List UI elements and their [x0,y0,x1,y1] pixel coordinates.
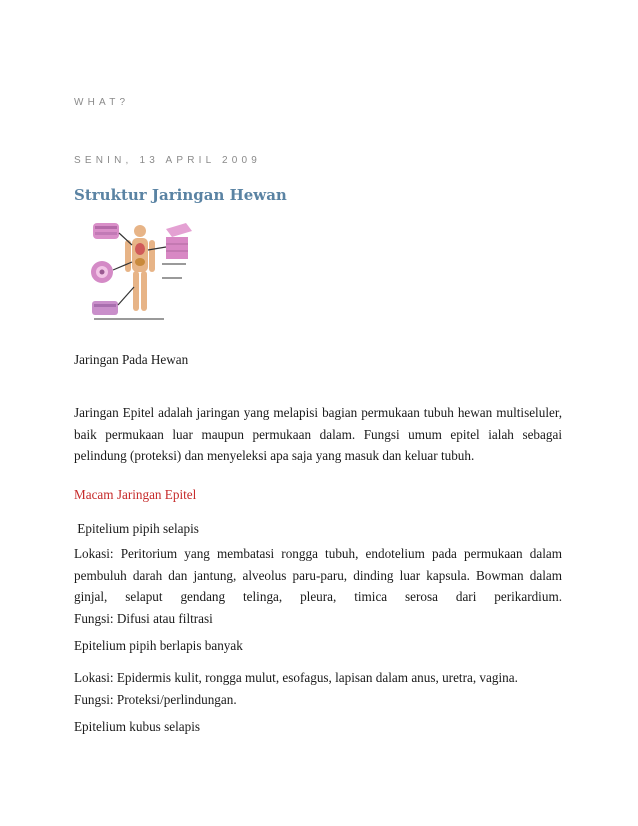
epitelium-kubus-selapis-heading: Epitelium kubus selapis [74,719,201,734]
section-name: Epitelium pipih selapis [77,521,199,536]
intro-paragraph: Jaringan Epitel adalah jaringan yang melapisi bagian permukaan tubuh hewan multiseluler, baik permukaan luar maupun permukaan dalam. Fungsi umum epitel ialah sebagai pelindung (proteksi) dan menyeleksi apa saja yang masuk dan keluar tubuh. [74,405,562,463]
epitelium-pipih-berlapis-desc [74,667,562,710]
section-heading: Jaringan Pada Hewan [74,352,189,367]
fungsi-text: Fungsi: Proteksi/perlindungan. [74,691,237,707]
epitelium-pipih-berlapis-heading: Epitelium pipih berlapis banyak [74,638,243,653]
blog-title[interactable]: WHAT? [74,97,130,108]
epithelium-body-figure [88,217,194,327]
epitelium-pipih-selapis-desc [74,543,562,629]
epitelium-pipih-selapis-heading [74,518,562,540]
post-title[interactable]: Struktur Jaringan Hewan [74,186,287,204]
post-date: SENIN, 13 APRIL 2009 [74,155,262,166]
fungsi-text: Fungsi: Difusi atau filtrasi [74,610,213,626]
lokasi-text: Lokasi: Peritorium yang membatasi rongga tubuh, endotelium pada permukaan dalam pembuluh darah dan jantung, alveolus paru-paru, dinding luar kapsula. Bowman dalam ginjal, selaput gendang telinga, pleura, timica serosa dari perikardium. [74,546,562,604]
macam-jaringan-link[interactable]: Macam Jaringan Epitel [74,487,197,502]
lokasi-text: Lokasi: Epidermis kulit, rongga mulut, esofagus, lapisan dalam anus, uretra, vagina. [74,670,518,685]
